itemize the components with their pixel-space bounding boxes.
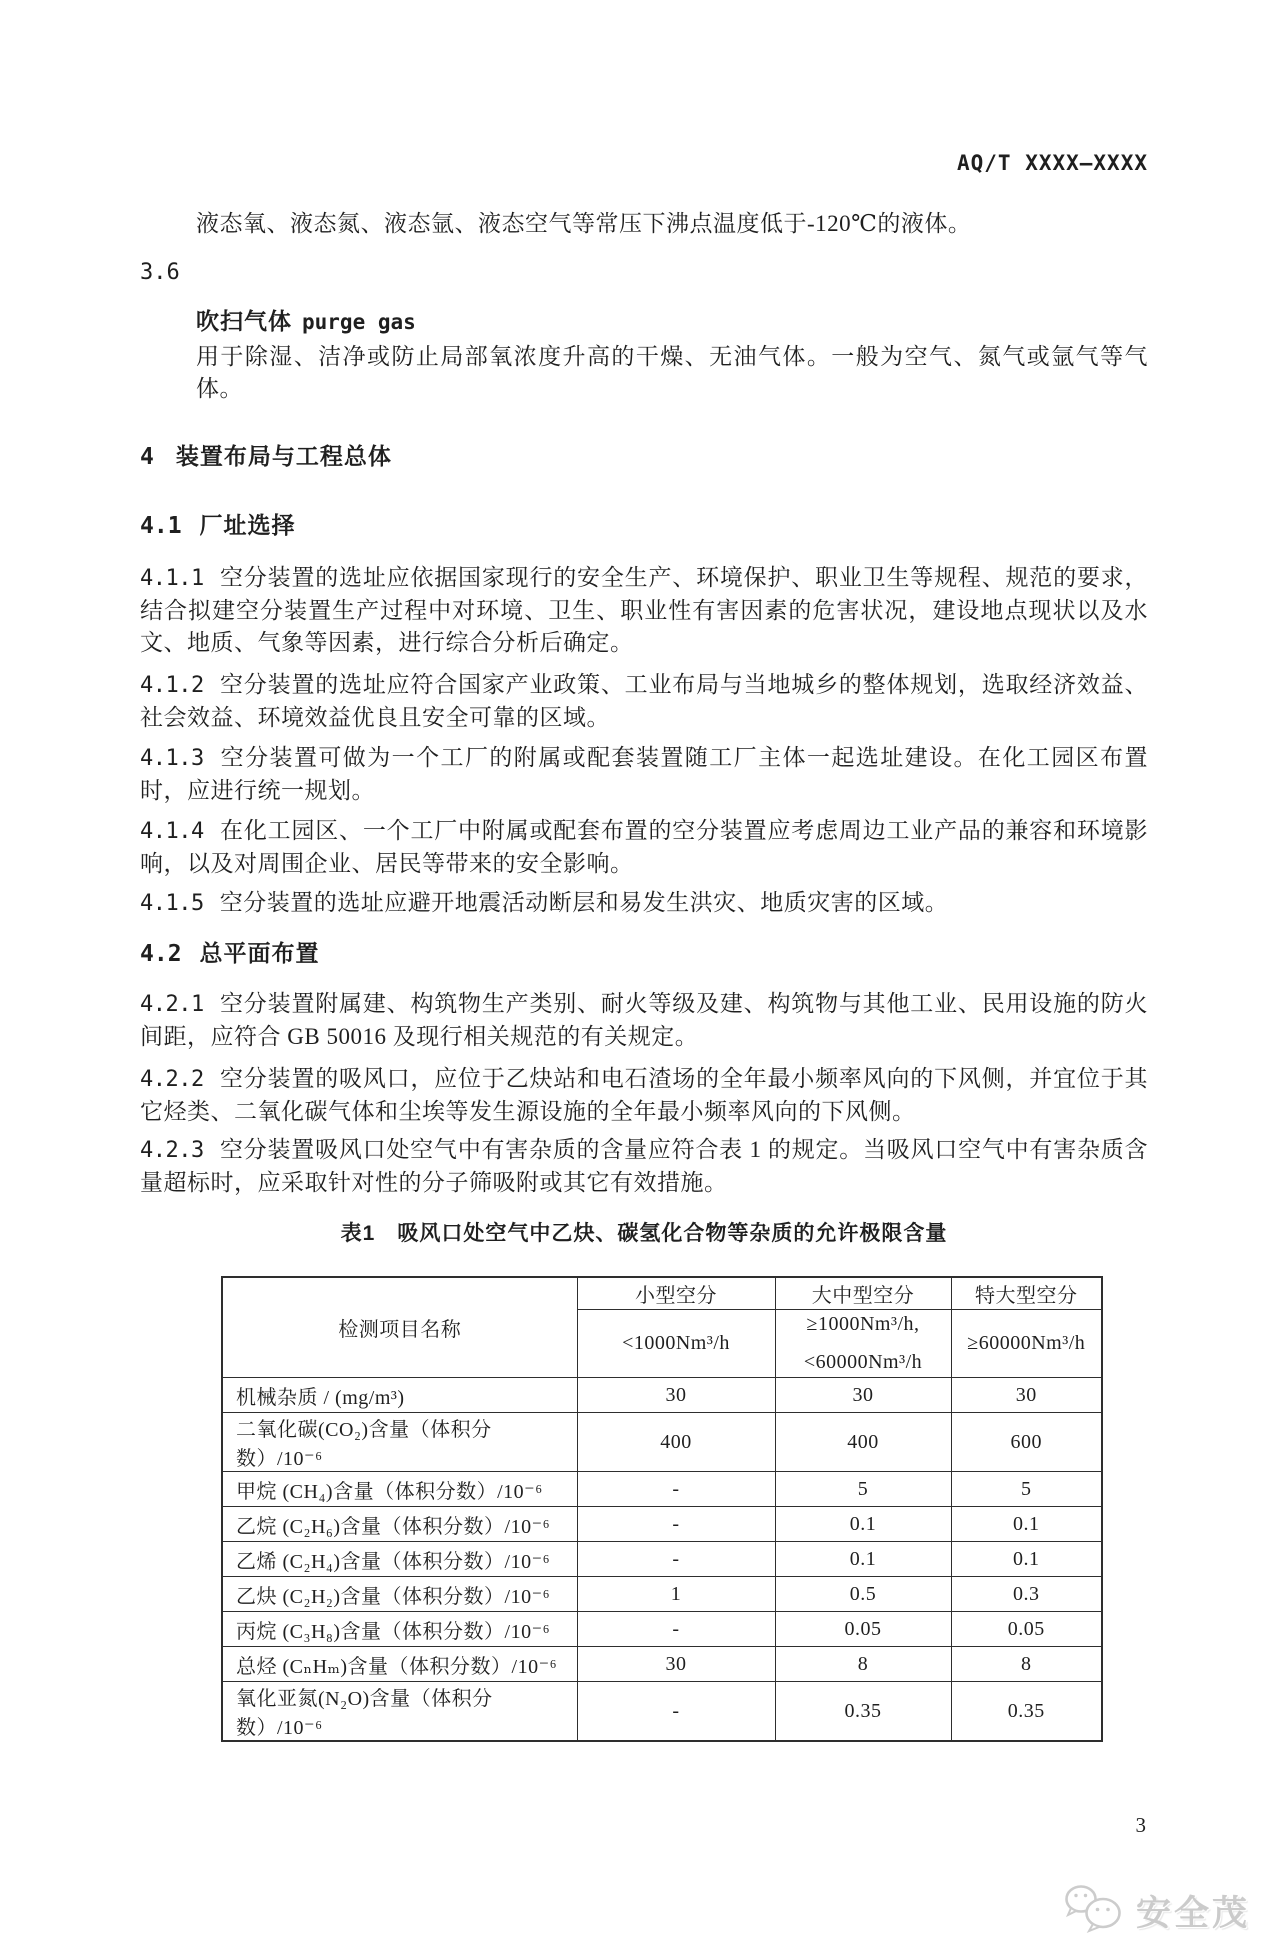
header-group-extra-large: 特大型空分 — [951, 1277, 1102, 1310]
document-page — [0, 150, 1280, 1960]
row-label: 乙烷 (C₂H₆)含量（体积分数）/10⁻⁶ — [222, 1507, 577, 1542]
cell-value: 400 — [577, 1413, 775, 1472]
clause-number: 4.1.5 — [140, 891, 204, 916]
cell-value: 0.1 — [775, 1542, 951, 1577]
cell-value: 8 — [775, 1647, 951, 1682]
header-group-medium-large: 大中型空分 — [775, 1277, 951, 1310]
cell-value: - — [577, 1507, 775, 1542]
clause-4-1-1 — [140, 562, 1148, 659]
clause-4-1-4 — [140, 815, 1148, 880]
clause-4-2-2 — [140, 1063, 1148, 1128]
cell-value: 0.05 — [951, 1612, 1102, 1647]
row-label: 氧化亚氮(N₂O)含量（体积分数）/10⁻⁶ — [222, 1682, 577, 1742]
watermark-text: 安全茂 — [1135, 1893, 1250, 1933]
section-4-2-title: 总平面布置 — [199, 940, 320, 966]
clause-text: 空分装置可做为一个工厂的附属或配套装置随工厂主体一起选址建设。在化工园区布置时，应进行统一规划。 — [140, 745, 1148, 803]
range-line: ≥1000Nm³/h, — [806, 1313, 920, 1335]
row-label: 乙烯 (C₂H₄)含量（体积分数）/10⁻⁶ — [222, 1542, 577, 1577]
cell-value: 0.1 — [775, 1507, 951, 1542]
header-range-extra-large — [951, 1310, 1102, 1378]
cell-value: - — [577, 1472, 775, 1507]
row-label: 甲烷 (CH₄)含量（体积分数）/10⁻⁶ — [222, 1472, 577, 1507]
section-4-1-title: 厂址选择 — [199, 512, 296, 538]
cell-value: - — [577, 1682, 775, 1742]
cell-value: 0.35 — [951, 1682, 1102, 1742]
cell-value: 30 — [775, 1378, 951, 1413]
clause-4-2-1 — [140, 988, 1148, 1053]
row-label: 总烃 (CₙHₘ)含量（体积分数）/10⁻⁶ — [222, 1647, 577, 1682]
row-label: 机械杂质 / (mg/m³) — [222, 1378, 577, 1413]
row-label: 二氧化碳(CO₂)含量（体积分数）/10⁻⁶ — [222, 1413, 577, 1472]
clause-number: 4.2.3 — [140, 1138, 204, 1163]
clause-4-1-5 — [140, 887, 1148, 920]
clause-number: 4.1.2 — [140, 673, 204, 698]
clause-text: 空分装置的吸风口，应位于乙炔站和电石渣场的全年最小频率风向的下风侧，并宜位于其它烃类、二氧化碳气体和尘埃等发生源设施的全年最小频率风向的下风侧。 — [140, 1066, 1148, 1124]
definition-3-5-text: 液态氧、液态氮、液态氩、液态空气等常压下沸点温度低于-120℃的液体。 — [196, 211, 972, 236]
cell-value: 0.35 — [775, 1682, 951, 1742]
header-range-medium-large — [775, 1310, 951, 1378]
table-row — [222, 1413, 1102, 1472]
page-number: 3 — [1135, 1813, 1146, 1837]
clause-text: 空分装置的选址应避开地震活动断层和易发生洪灾、地质灾害的区域。 — [219, 890, 949, 915]
range-line: <1000Nm³/h — [622, 1332, 730, 1354]
clause-text: 空分装置附属建、构筑物生产类别、耐火等级及建、构筑物与其他工业、民用设施的防火间距，应符合 GB 50016 及现行相关规范的有关规定。 — [140, 991, 1148, 1049]
cell-value: 0.5 — [775, 1577, 951, 1612]
cell-value: 400 — [775, 1413, 951, 1472]
watermark — [1062, 1882, 1250, 1939]
cell-value: 0.1 — [951, 1507, 1102, 1542]
row-label: 丙烷 (C₃H₈)含量（体积分数）/10⁻⁶ — [222, 1612, 577, 1647]
cell-value: 0.3 — [951, 1577, 1102, 1612]
clause-number: 4.1.4 — [140, 819, 204, 844]
chapter-4-heading — [140, 439, 1148, 474]
term-entry — [140, 304, 1148, 339]
clause-text: 空分装置吸风口处空气中有害杂质的含量应符合表 1 的规定。当吸风口空气中有害杂质含量超标时，应采取针对性的分子筛吸附或其它有效措施。 — [140, 1137, 1148, 1195]
clause-3-6-number: 3.6 — [140, 260, 180, 285]
cell-value: 30 — [577, 1647, 775, 1682]
table-row — [222, 1378, 1102, 1413]
chapter-4-title: 装置布局与工程总体 — [175, 443, 392, 469]
row-label: 乙炔 (C₂H₂)含量（体积分数）/10⁻⁶ — [222, 1577, 577, 1612]
clause-4-1-3 — [140, 742, 1148, 807]
cell-value: 30 — [951, 1378, 1102, 1413]
clause-number: 4.2.1 — [140, 992, 204, 1017]
table-row — [222, 1647, 1102, 1682]
term-chinese: 吹扫气体 — [196, 308, 292, 334]
wechat-icon — [1062, 1882, 1126, 1939]
section-4-2-number: 4.2 — [140, 941, 182, 967]
header-item-name: 检测项目名称 — [222, 1277, 577, 1378]
cell-value: 1 — [577, 1577, 775, 1612]
table-row — [222, 1507, 1102, 1542]
section-4-1-heading — [140, 508, 1148, 543]
cell-value: 8 — [951, 1647, 1102, 1682]
table-row — [222, 1682, 1102, 1742]
chapter-4-number: 4 — [140, 444, 154, 470]
cell-value: 0.05 — [775, 1612, 951, 1647]
term-definition: 用于除湿、洁净或防止局部氧浓度升高的干燥、无油气体。一般为空气、氮气或氩气等气体。 — [196, 344, 1148, 401]
clause-number: 4.1.3 — [140, 746, 204, 771]
table-row — [222, 1472, 1102, 1507]
cell-value: 0.1 — [951, 1542, 1102, 1577]
header-range-small — [577, 1310, 775, 1378]
table-row — [222, 1612, 1102, 1647]
table-row — [222, 1542, 1102, 1577]
cell-value: - — [577, 1612, 775, 1647]
clause-4-2-3 — [140, 1134, 1148, 1199]
clause-text: 在化工园区、一个工厂中附属或配套布置的空分装置应考虑周边工业产品的兼容和环境影响，以及对周围企业、居民等带来的安全影响。 — [140, 818, 1148, 876]
cell-value: 5 — [775, 1472, 951, 1507]
cell-value: 30 — [577, 1378, 775, 1413]
range-line: ≥60000Nm³/h — [967, 1332, 1086, 1354]
doc-code-header: AQ/T XXXX—XXXX — [956, 151, 1148, 175]
clause-4-1-2 — [140, 669, 1148, 734]
clause-number: 4.1.1 — [140, 566, 204, 591]
section-4-1-number: 4.1 — [140, 513, 182, 539]
section-4-2-heading — [140, 936, 1148, 971]
clause-text: 空分装置的选址应依据国家现行的安全生产、环境保护、职业卫生等规程、规范的要求，结合拟建空分装置生产过程中对环境、卫生、职业性有害因素的危害状况，建设地点现状以及水文、地质、气象等因素，进行综合分析后确定。 — [140, 565, 1148, 655]
clause-text: 空分装置的选址应符合国家产业政策、工业布局与当地城乡的整体规划，选取经济效益、社会效益、环境效益优良且安全可靠的区域。 — [140, 672, 1148, 730]
cell-value: 5 — [951, 1472, 1102, 1507]
table-header-group-row — [222, 1277, 1102, 1310]
table-row — [222, 1577, 1102, 1612]
clause-number: 4.2.2 — [140, 1067, 204, 1092]
cell-value: - — [577, 1542, 775, 1577]
table-1-caption: 表1 吸风口处空气中乙炔、碳氢化合物等杂质的允许极限含量 — [340, 1222, 948, 1245]
table-1-impurity-limits — [221, 1276, 1103, 1742]
term-english: purge gas — [302, 310, 416, 334]
header-group-small: 小型空分 — [577, 1277, 775, 1310]
range-line: <60000Nm³/h — [803, 1351, 923, 1373]
cell-value: 600 — [951, 1413, 1102, 1472]
